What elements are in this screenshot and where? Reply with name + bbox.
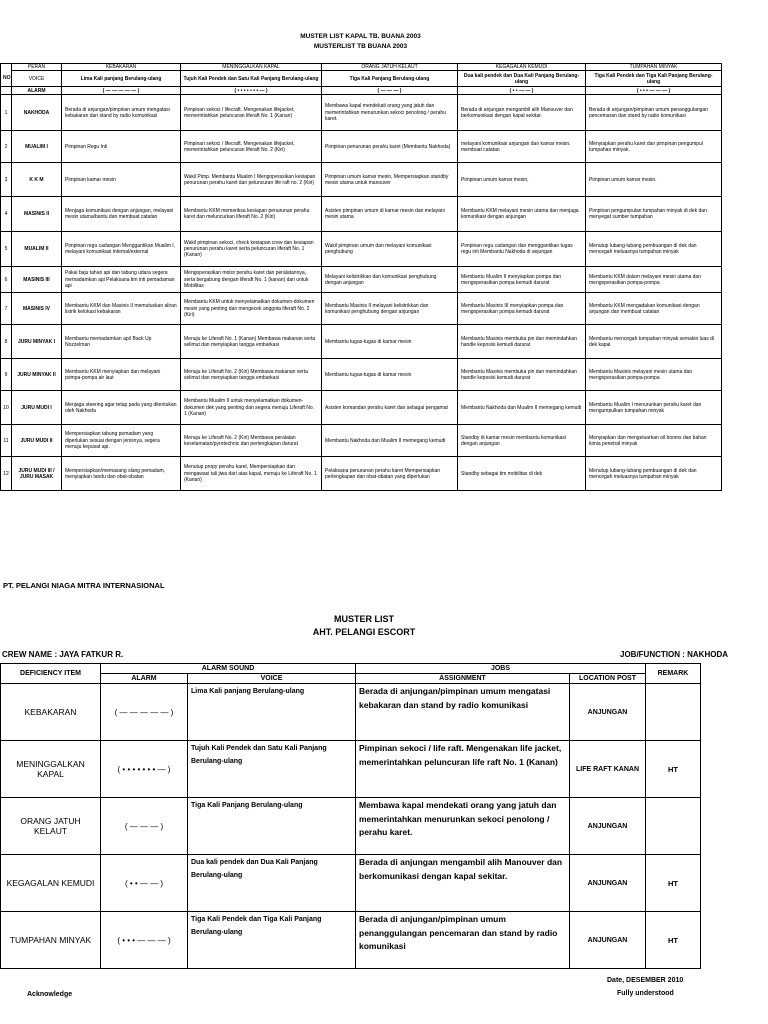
duty-cell: Wakil pimpinan sekoci, check kesiapan crew dan kesiapan penurunan perahu karet serta peluncuran liferaft No. 1 (Kanan) [181, 232, 322, 267]
duty-cell: Melayani kelistrikkan dan komunikasi penghubung dengan anjungan [322, 267, 458, 293]
duty-cell: Menjaga komunikasi dengan anjungan, melayani mesin utama/bantu dan membuat catatan [62, 197, 181, 232]
table-row [1, 359, 722, 391]
row-number: 3 [1, 163, 12, 197]
duty-cell: Menyiapkan dan mengeluarkan oil booms dan bahan kimia penetral minyak [586, 425, 722, 457]
deficiency-item: KEBAKARAN [1, 684, 101, 741]
header-role-col: TUMPAHAN MINYAK [586, 64, 722, 71]
duty-cell: Berada di anjungan mengambil alih Manouver dan berkomunikasi dengan kapal sekitar. [458, 95, 586, 131]
duty-cell: Menutup lubang-lubang pembuangan di dek dan mencegah meluasnya tumpahan minyak [586, 457, 722, 491]
company-name: PT. PELANGI NIAGA MITRA INTERNASIONAL [3, 581, 165, 590]
voice-cell: Lima Kali panjang Berulang-ulang [62, 71, 181, 87]
header-jobs: JOBS [356, 664, 646, 674]
table-row [1, 798, 701, 855]
duty-cell: Pelaksana penurunan perahu karet Mempersiapkan perlengkapan dan obat-obatan yang diperlukan [322, 457, 458, 491]
crew-name: CREW NAME : JAYA FATKUR R. [2, 650, 124, 659]
row-number: 5 [1, 232, 12, 267]
deficiency-item: TUMPAHAN MINYAK [1, 912, 101, 969]
deficiency-item: MENINGGALKAN KAPAL [1, 741, 101, 798]
row-number: 9 [1, 359, 12, 391]
table-row [1, 163, 722, 197]
muster-table-top [0, 63, 722, 491]
duty-cell: Membantu tugas-tugas di kamar mesin [322, 359, 458, 391]
voice-cell: Tiga Kali Pendek dan Tiga Kali Panjang Berulang-ulang [586, 71, 722, 87]
duty-cell: Membantu KKM dalam melayani mesin utama dan mengoperasikan pompa-pompa [586, 267, 722, 293]
header-blank [1, 64, 12, 71]
duty-cell: Pimpinan umum kamar mesin. [586, 163, 722, 197]
row-role: MUALIM II [12, 232, 62, 267]
duty-cell: Pimpinan regu cadangan dan menggantikan tugas regu inti Membantu Nakhoda di anjungan [458, 232, 586, 267]
duty-cell: Mempersiapkan/memasang slang pemadam, menyiapkan tandu dan obat-obatan [62, 457, 181, 491]
header-alarm: ALARM [12, 87, 62, 95]
row-number: 4 [1, 197, 12, 232]
row-role: JURU MINYAK I [12, 325, 62, 359]
assignment-text: Berada di anjungan/pimpinan umum mengatasi kebakaran dan stand by radio komunikasi [356, 684, 570, 741]
table-row [1, 912, 701, 969]
remark: HT [646, 855, 701, 912]
header-role-col: KEGAGALAN KEMUDI [458, 64, 586, 71]
duty-cell: Membantu Masinis II melayani kelistrikkan dan komunikasi penghubung dengan anjungan [322, 293, 458, 325]
table-row [1, 391, 722, 425]
duty-cell: melayani komunikasi anjungan dan kamar mesin. membuat catatan [458, 131, 586, 163]
date-text: Date, DESEMBER 2010 [607, 977, 684, 984]
row-number: 2 [1, 131, 12, 163]
top-title-2: MUSTERLIST TB BUANA 2003 [313, 43, 408, 50]
duty-cell: Mempersiapkan tabung pemadam yang diperlukan sesuai dengan jenisnya, segera menuju kepusat api. [62, 425, 181, 457]
table-row [1, 741, 701, 798]
duty-cell: Membantu KKM mengadakan komunikasi dengan anjungan dan membuat catatan [586, 293, 722, 325]
header-location: LOCATION POST [570, 674, 646, 684]
alarm-cell: ( • • — — ) [458, 87, 586, 95]
voice-text: Tujuh Kali Pendek dan Satu Kali Panjang Berulang-ulang [188, 741, 356, 798]
row-role: MASINIS III [12, 267, 62, 293]
header-assignment: ASSIGNMENT [356, 674, 570, 684]
row-number: 6 [1, 267, 12, 293]
row-role: MASINIS II [12, 197, 62, 232]
duty-cell: Membantu Mualim I menurunkan perahu karet dan mengumpulkan tumpahan minyak [586, 391, 722, 425]
job-function: JOB/FUNCTION : NAKHODA [620, 650, 728, 659]
duty-cell: Pimpinan sekoci / lifecraft. Mengenakan lifejacket, memerintahkan peluncuran liferaft No. 2 (Kiri) [181, 131, 322, 163]
duty-cell: Mengoperasikan motor perahu karet dan peralatannya, serta bergabung dengan liferaft No. 1 (kanan) dan untuk Mobilitas [181, 267, 322, 293]
duty-cell: Pimpinan regu cadangan Menggantikan Mualim I, melayani komunikasi internal/external [62, 232, 181, 267]
row-role: MASINIS IV [12, 293, 62, 325]
row-role: MUALIM I [12, 131, 62, 163]
voice-cell: Tiga Kali Panjang Berulang-ulang [322, 71, 458, 87]
muster-table-bottom [0, 663, 701, 969]
header-remark: REMARK [646, 664, 701, 684]
table-row [1, 325, 722, 359]
table-row [1, 293, 722, 325]
alarm-pattern: ( — — — ) [101, 798, 188, 855]
table-row [1, 855, 701, 912]
duty-cell: Pimpinan pengumpulan tumpahan minyak di dek dan menyegat sumber tumpahan [586, 197, 722, 232]
row-number: 12 [1, 457, 12, 491]
header-no: NO [1, 71, 12, 87]
duty-cell: Membantu Masinis III menyiapkan pompa dan mengoperasikan pompa kemudi darurat [458, 293, 586, 325]
row-role: K K M [12, 163, 62, 197]
duty-cell: Pimpinan umum kamar mesin, Mempersiapkan standby mesin utama untuk manouver [322, 163, 458, 197]
remark: HT [646, 912, 701, 969]
duty-cell: Pimpinan sekoci / lifecraft. Mengenakan lifejacket, memerintahkan peluncuran liferaft No. 1 (Kanan) [181, 95, 322, 131]
duty-cell: Menuju ke Liferaft No. 2 (Kiri) Membawa makanan serta selimut dan menyiapkan tangga embarkasi [181, 359, 322, 391]
row-number: 7 [1, 293, 12, 325]
assignment-text: Berada di anjungan mengambil alih Manouver dan berkomunikasi dengan kapal sekitar. [356, 855, 570, 912]
duty-cell: Membantu Masinis membuka pin dan memindahkan handle keposisi kemudi darurat [458, 325, 586, 359]
duty-cell: Pakai baju tahan api dan tabung udara segera memadamkan api Pelaksana tim inti pemadaman api [62, 267, 181, 293]
duty-cell: Pimpinan umum kamar mesin, [458, 163, 586, 197]
remark [646, 684, 701, 741]
duty-cell: Pimpinan penurunan perahu karet (Membantu Nakhoda) [322, 131, 458, 163]
duty-cell: Membantu Mualim II untuk menyelamatkan dokumen-dokumen dek yang penting dan segera menuju Liferaft No. 1 (Kanan) [181, 391, 322, 425]
row-number: 10 [1, 391, 12, 425]
duty-cell: Membawa kapal mendekati orang yang jatuh dan memerintahkan menurunkan sekoci penolong / perahu karet. [322, 95, 458, 131]
table-row [1, 425, 722, 457]
header-role-col: KEBAKARAN [62, 64, 181, 71]
voice-cell: Tujuh Kali Pendek dan Satu Kali Panjang Berulang-ulang [181, 71, 322, 87]
table-row [1, 684, 701, 741]
location-post: ANJUNGAN [570, 798, 646, 855]
row-number: 1 [1, 95, 12, 131]
row-role: JURU MINYAK II [12, 359, 62, 391]
duty-cell: Membantu KKM dan Masinis II memutuskan aliran listrik kelokasi kebakaran [62, 293, 181, 325]
duty-cell: Membantu KKM untuk menyelamatkan dokumen-dokumen mesin yang penting dan mengecek anggota liferaft No. 2 (Kiri) [181, 293, 322, 325]
duty-cell: Membantu Mualim II menyiapkan pompa dan mengoperasikan pompa kemudi darurat [458, 267, 586, 293]
duty-cell: Pimpinan Regu Inti [62, 131, 181, 163]
duty-cell: Standby di kamar mesin membantu komunikasi dengan anjungan [458, 425, 586, 457]
header-alarm: ALARM [101, 674, 188, 684]
header-blank-2 [1, 87, 12, 95]
remark: HT [646, 741, 701, 798]
duty-cell: Wakil pimpinan umum dan melayani komunikasi penghubung [322, 232, 458, 267]
assignment-text: Berada di anjungan/pimpinan umum penanggulangan pencemaran dan stand by radio komunikasi [356, 912, 570, 969]
duty-cell: Asisten komandan perahu karet dan sebagai pengamat [322, 391, 458, 425]
duty-cell: Membantu KKM menyiapkan dan melayani pompa-pompa air laut [62, 359, 181, 391]
header-alarm-sound: ALARM SOUND [101, 664, 356, 674]
row-role: JURU MUDI I [12, 391, 62, 425]
header-role-col: MENINGGALKAN KAPAL [181, 64, 322, 71]
duty-cell: Membantu Masinis membuka pin dan memindahkan handle keposisi kemudi darurat [458, 359, 586, 391]
acknowledge-text: Acknowledge [27, 991, 73, 998]
table-row [1, 95, 722, 131]
duty-cell: Berada di anjungan/pimpinan umum mengatasi kebakaran dan stand by radio komunikasi [62, 95, 181, 131]
table-row [1, 131, 722, 163]
duty-cell: Menjaga steering agar tetap pada yang ditentukan oleh Nakhoda [62, 391, 181, 425]
bottom-title-1: MUSTER LIST [334, 614, 394, 624]
row-number: 8 [1, 325, 12, 359]
duty-cell: Menuju ke Liferaft No. 2 (Kiri) Membawa peralatan keselamatan/pyrotechnic dan perlengkapan darurat [181, 425, 322, 457]
alarm-cell: ( — — — ) [322, 87, 458, 95]
location-post: ANJUNGAN [570, 855, 646, 912]
top-title-1: MUSTER LIST KAPAL TB. BUANA 2003 [300, 33, 421, 40]
duty-cell: Membantu mencegah tumpahan minyak semakin luas di dek kapal [586, 325, 722, 359]
alarm-pattern: ( — — — — — ) [101, 684, 188, 741]
row-role: NAKHODA [12, 95, 62, 131]
header-voice: VOICE [188, 674, 356, 684]
location-post: LIFE RAFT KANAN [570, 741, 646, 798]
duty-cell: Membantu KKM memeriksa kesiapan penurunan perahu karet dan meluncurkan liferaft No. 2 (Kiri) [181, 197, 322, 232]
header-peran: PERAN [12, 64, 62, 71]
duty-cell: Menuju ke Liferaft No. 1 (Kanan) Membawa makanan serta selimut dan menyiapkan tangga embarkasi [181, 325, 322, 359]
voice-text: Lima Kali panjang Berulang-ulang [188, 684, 356, 741]
table-row [1, 267, 722, 293]
duty-cell: Asisten pimpinan umum di kamar mesin dan melayani mesin utama [322, 197, 458, 232]
duty-cell: Wakil Pimp. Membantu Mualim I Mengoperasikan kesiapan penurunan perahu karet dan peluncuran life raft no. 2 (Kiri) [181, 163, 322, 197]
header-role-col: ORANG JATUH KELAUT [322, 64, 458, 71]
alarm-cell: ( — — — — — ) [62, 87, 181, 95]
header-deficiency: DEFICIENCY ITEM [1, 664, 101, 684]
duty-cell: Membantu memadamkan api/ Back Up Nozzelman [62, 325, 181, 359]
deficiency-item: ORANG JATUH KELAUT [1, 798, 101, 855]
alarm-pattern: ( • • • • • • • — ) [101, 741, 188, 798]
duty-cell: Menutup lubang-lubang pembuangan di dek dan mencegah meluasnya tumpahan minyak [586, 232, 722, 267]
voice-text: Dua kali pendek dan Dua Kali Panjang Berulang-ulang [188, 855, 356, 912]
duty-cell: Menyiapkan perahu karet dan pimpinan pengumpul tumpahan minyak. [586, 131, 722, 163]
location-post: ANJUNGAN [570, 684, 646, 741]
location-post: ANJUNGAN [570, 912, 646, 969]
duty-cell: Membantu Nakhoda dan Mualim II memegang kemudi [458, 391, 586, 425]
voice-text: Tiga Kali Panjang Berulang-ulang [188, 798, 356, 855]
remark [646, 798, 701, 855]
duty-cell: Membantu Masinis melayani mesin utama dan mengoperasikan pompa-pompa [586, 359, 722, 391]
bottom-title-2: AHT. PELANGI ESCORT [312, 627, 416, 637]
row-role: JURU MUDI III / JURU MASAK [12, 457, 62, 491]
duty-cell: Menutup propy perahu karet, Mempersiapkan dan mengawasi tali jiwa dari atas kapal, menuju ke Liferaft No. 1 (Kanan) [181, 457, 322, 491]
row-role: JURU MUDI II [12, 425, 62, 457]
duty-cell: Membantu KKM melayani mesin utama dan menjaga komunikasi dengan anjungan [458, 197, 586, 232]
duty-cell: Pimpinan kamar mesin [62, 163, 181, 197]
duty-cell: Standby sebagai tim mobilitas di dek [458, 457, 586, 491]
table-row [1, 197, 722, 232]
assignment-text: Pimpinan sekoci / life raft. Mengenakan life jacket, memerintahkan peluncuran life raft No. 1 (Kanan) [356, 741, 570, 798]
deficiency-item: KEGAGALAN KEMUDI [1, 855, 101, 912]
alarm-cell: ( • • • — — — ) [586, 87, 722, 95]
duty-cell: Membantu Nakhoda dan Mualim II memegang kemudi [322, 425, 458, 457]
table-row [1, 232, 722, 267]
alarm-cell: ( • • • • • • • — ) [181, 87, 322, 95]
alarm-pattern: ( • • — — ) [101, 855, 188, 912]
header-voice: VOICE [12, 71, 62, 87]
table-row [1, 457, 722, 491]
alarm-pattern: ( • • • — — — ) [101, 912, 188, 969]
duty-cell: Berada di anjungan/pimpinan umum penanggulangan pencemaran dan stand by radio komunikasi [586, 95, 722, 131]
row-number: 11 [1, 425, 12, 457]
fully-understood-text: Fully understood [617, 990, 674, 997]
assignment-text: Membawa kapal mendekati orang yang jatuh dan memerintahkan menurunkan sekoci penolong / perahu karet. [356, 798, 570, 855]
voice-cell: Dua kali pendek dan Dua Kali Panjang Berulang-ulang [458, 71, 586, 87]
voice-text: Tiga Kali Pendek dan Tiga Kali Panjang Berulang-ulang [188, 912, 356, 969]
duty-cell: Membantu tugas-tugas di kamar mesin [322, 325, 458, 359]
